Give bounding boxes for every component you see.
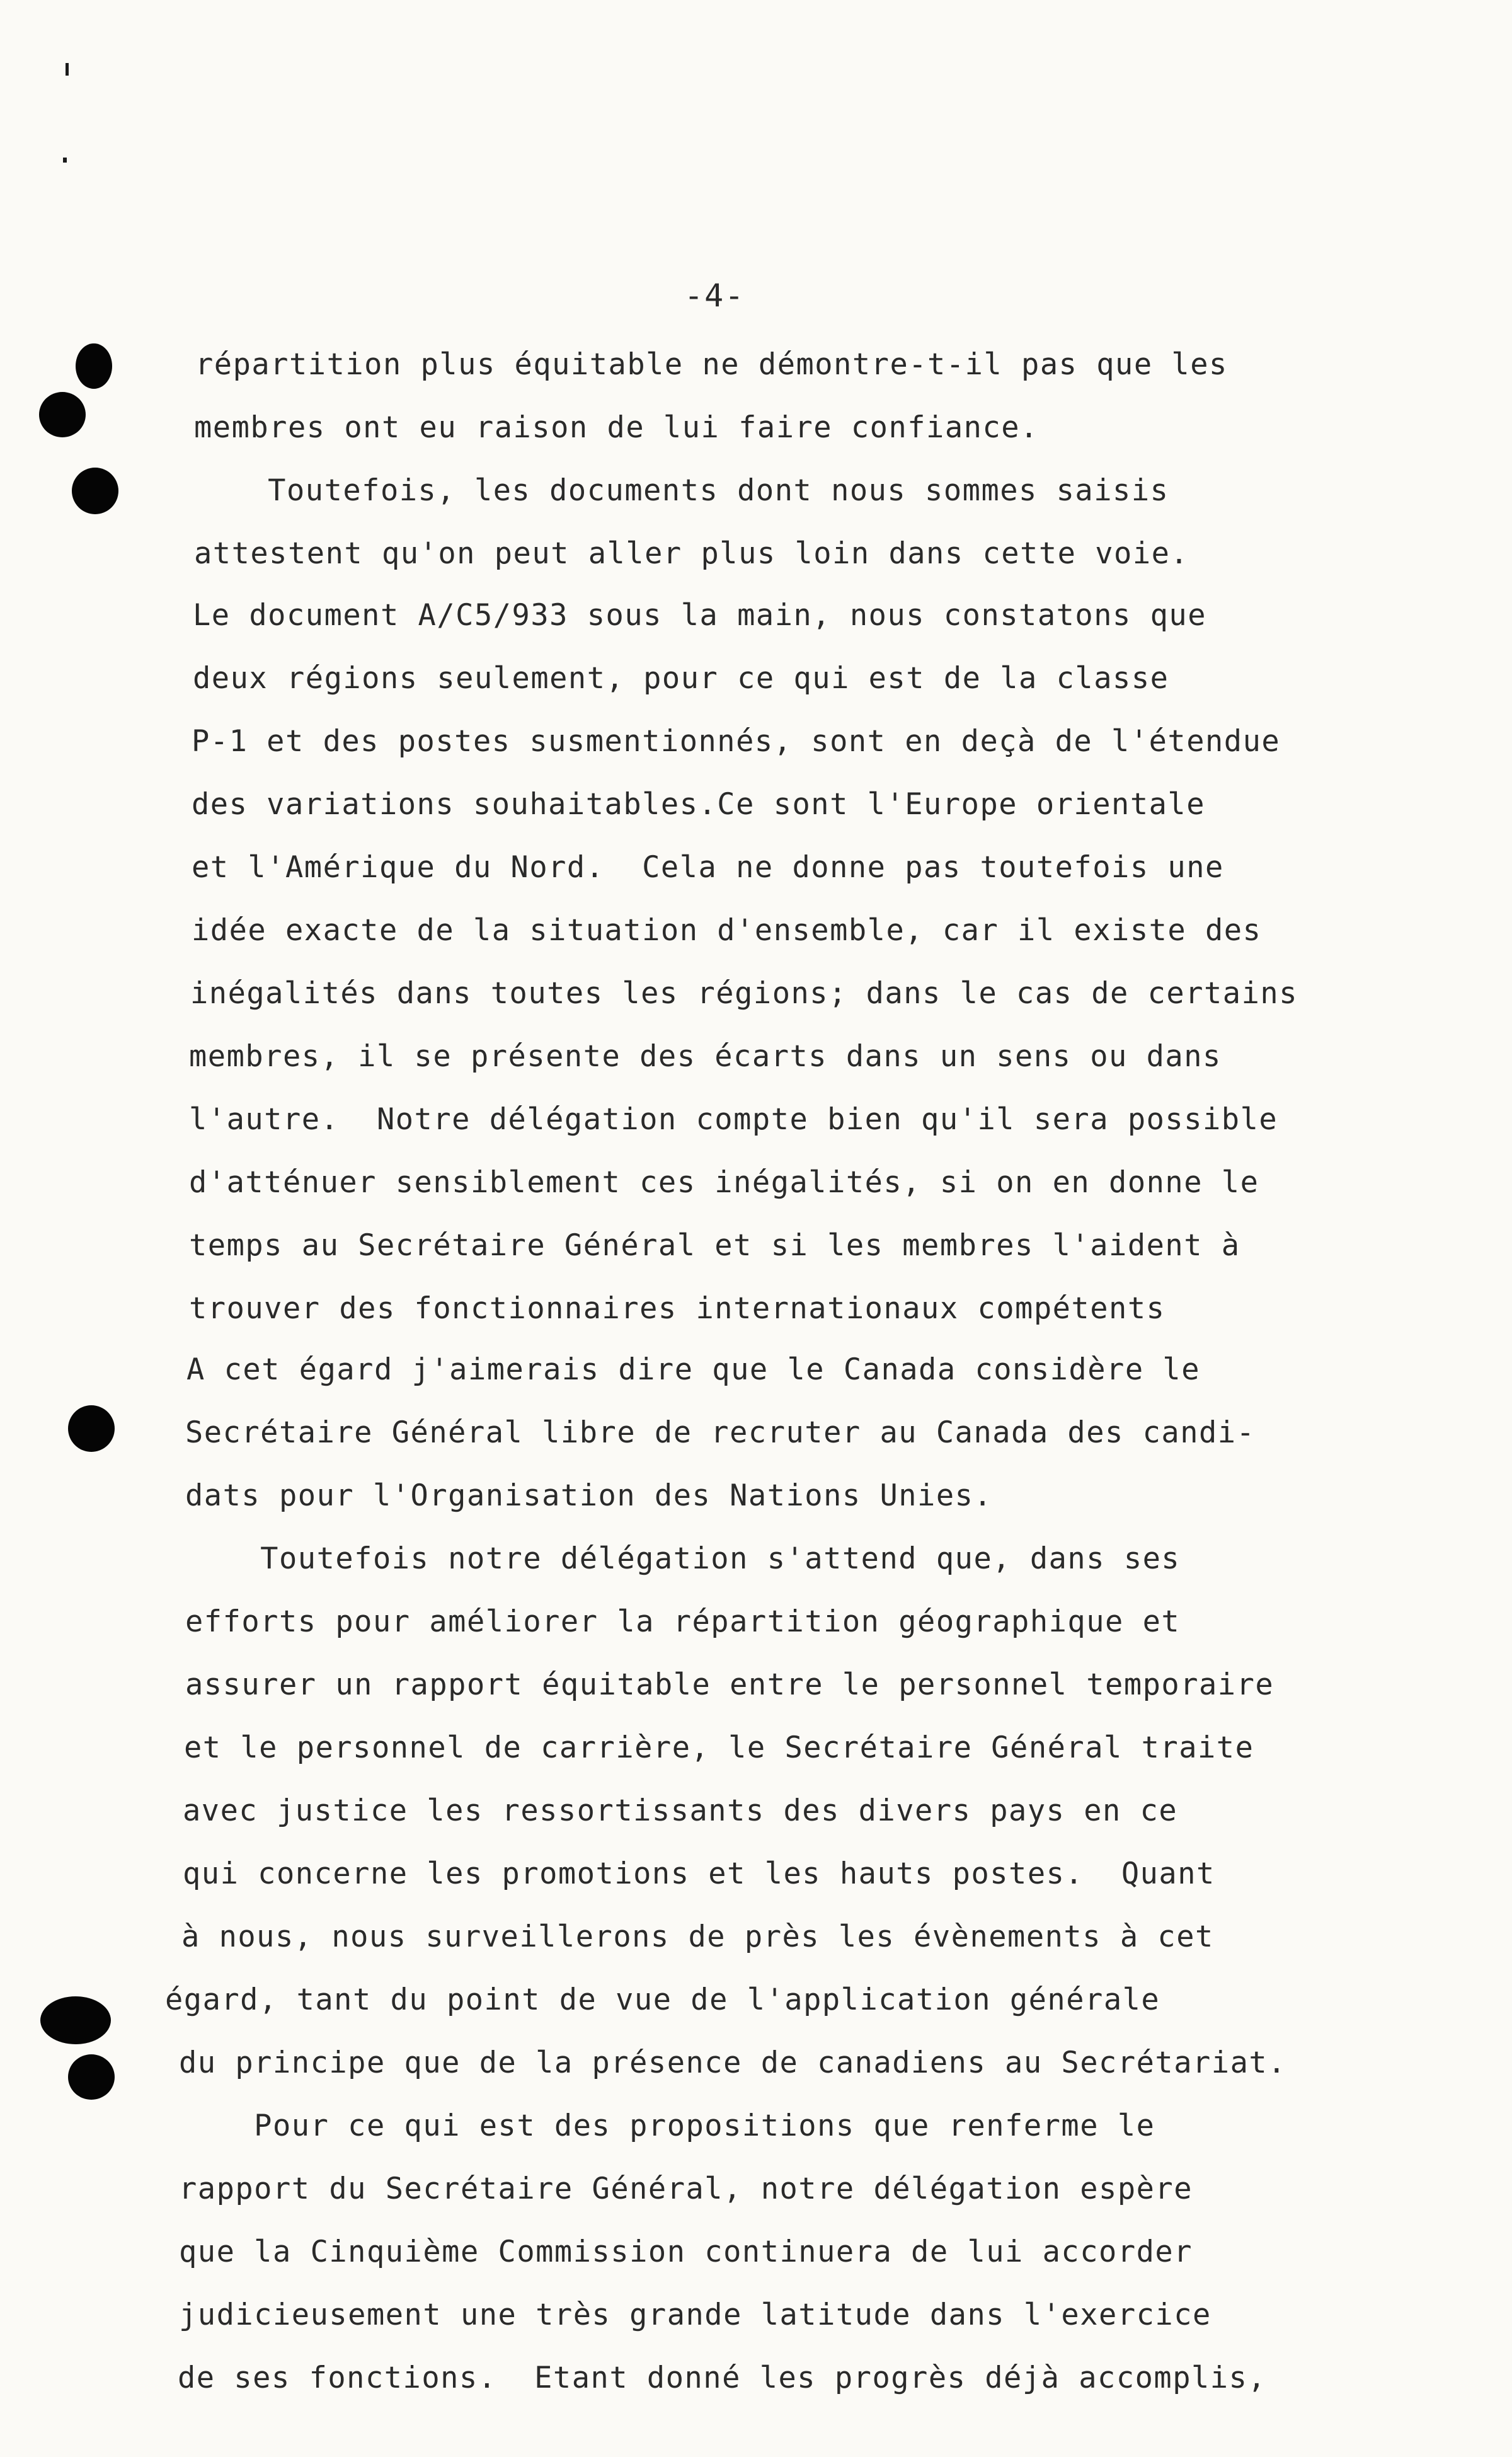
text-line: égard, tant du point de vue de l'application générale — [165, 1982, 1160, 2017]
text-line: rapport du Secrétaire Général, notre délégation espère — [179, 2172, 1193, 2206]
text-line: répartition plus équitable ne démontre-t-il pas que les — [195, 347, 1228, 382]
text-line: Secrétaire Général libre de recruter au Canada des candi- — [185, 1415, 1256, 1450]
text-line: avec justice les ressortissants des divers pays en ce — [183, 1793, 1178, 1828]
binder-hole — [40, 1996, 111, 2044]
text-line: assurer un rapport équitable entre le personnel temporaire — [185, 1667, 1274, 1702]
corner-mark — [66, 63, 69, 76]
binder-hole — [76, 343, 112, 389]
text-line: Pour ce qui est des propositions que renferme le — [179, 2109, 1155, 2143]
text-line: du principe que de la présence de canadiens au Secrétariat. — [179, 2046, 1286, 2080]
text-line: efforts pour améliorer la répartition géographique et — [185, 1604, 1181, 1639]
text-line: temps au Secrétaire Général et si les membres l'aident à — [189, 1228, 1240, 1263]
text-line: attestent qu'on peut aller plus loin dans cette voie. — [194, 536, 1189, 571]
text-line: qui concerne les promotions et les hauts postes. Quant — [183, 1856, 1215, 1891]
text-line: que la Cinquième Commission continuera de lui accorder — [179, 2235, 1193, 2269]
text-line: Le document A/C5/933 sous la main, nous constatons que — [193, 598, 1207, 633]
text-line: de ses fonctions. Etant donné les progrès déjà accomplis, — [178, 2361, 1267, 2395]
text-line: à nous, nous surveillerons de près les évènements à cet — [181, 1919, 1214, 1954]
text-line: membres, il se présente des écarts dans un sens ou dans — [189, 1039, 1222, 1074]
text-line: Toutefois, les documents dont nous sommes saisis — [193, 473, 1169, 508]
text-line: membres ont eu raison de lui faire confiance. — [194, 410, 1039, 445]
page-number: -4- — [684, 277, 745, 314]
binder-hole — [68, 1405, 115, 1452]
text-line: l'autre. Notre délégation compte bien qu'il sera possible — [189, 1102, 1278, 1137]
text-line: A cet égard j'aimerais dire que le Canada considère le — [186, 1352, 1201, 1387]
text-line: trouver des fonctionnaires internationaux compétents — [189, 1291, 1166, 1326]
binder-hole — [72, 468, 118, 514]
text-line: d'atténuer sensiblement ces inégalités, si on en donne le — [189, 1165, 1259, 1200]
text-line: et l'Amérique du Nord. Cela ne donne pas toutefois une — [192, 850, 1224, 885]
text-line: des variations souhaitables.Ce sont l'Europe orientale — [192, 787, 1206, 822]
text-line: inégalités dans toutes les régions; dans le cas de certains — [190, 976, 1298, 1011]
text-line: judicieusement une très grande latitude dans l'exercice — [179, 2298, 1211, 2332]
text-line: dats pour l'Organisation des Nations Unies. — [185, 1478, 993, 1513]
corner-mark — [63, 158, 67, 163]
binder-hole — [39, 392, 86, 437]
text-line: et le personnel de carrière, le Secrétaire Général traite — [184, 1730, 1254, 1765]
binder-hole — [68, 2054, 115, 2100]
text-line: deux régions seulement, pour ce qui est de la classe — [193, 661, 1169, 696]
text-line: P-1 et des postes susmentionnés, sont en deçà de l'étendue — [192, 724, 1281, 759]
text-line: idée exacte de la situation d'ensemble, car il existe des — [192, 913, 1262, 948]
text-line: Toutefois notre délégation s'attend que, dans ses — [185, 1541, 1181, 1576]
